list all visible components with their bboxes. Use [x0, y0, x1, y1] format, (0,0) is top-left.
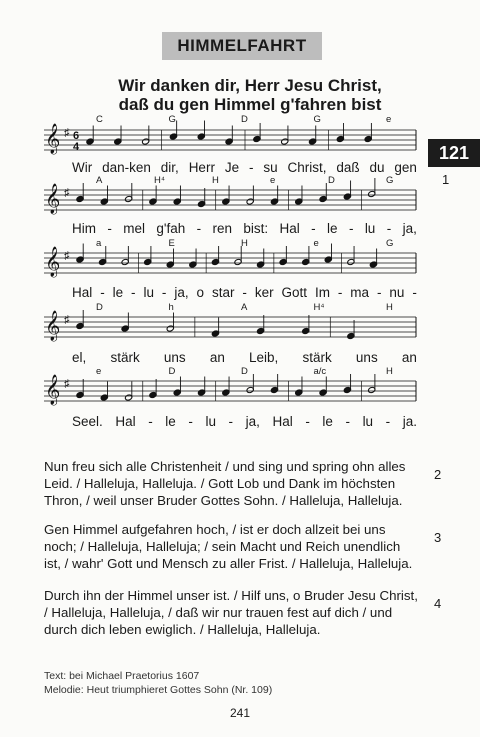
lyric-syllable: Hal [115, 414, 136, 429]
lyric-syllable: Hal [279, 221, 300, 236]
staff-system [44, 310, 416, 342]
verse-text: Nun freu sich alle Christenheit / und sing und spring ohn alles Leid. / Halleluja, Halleluja. / Gott Lob und Dank im höchsten Thron, / weil unser Bruder Gottes Sohn. / Halleluja, Halleluja. [44, 459, 406, 508]
lyric-line [72, 221, 417, 236]
lyric-syllable: dir, [160, 160, 179, 175]
treble-clef-icon: 𝄞 [45, 247, 61, 277]
lyric-syllable: ren [212, 221, 233, 236]
lyric-syllable: le [322, 414, 333, 429]
sharp-icon: ♯ [64, 187, 70, 199]
lyric-syllable: - [148, 414, 153, 429]
lyric-syllable: stärk [302, 350, 332, 365]
treble-clef-icon: 𝄞 [45, 311, 61, 341]
svg-text:4: 4 [73, 141, 80, 153]
lyric-syllable: an [401, 350, 417, 365]
lyric-syllable: - [345, 414, 350, 429]
chord-symbol: D [241, 366, 248, 377]
lyric-syllable: - [242, 285, 247, 300]
lyric-syllable: ker [254, 285, 274, 300]
lyric-syllable: Wir [72, 160, 93, 175]
chord-symbol: a [96, 238, 102, 249]
lyric-syllable: Hal [272, 414, 293, 429]
staff-system [44, 374, 416, 406]
lyric-syllable: le [112, 285, 124, 300]
song-title-line-2: daß du gen Himmel g'fahren bist [118, 95, 382, 114]
treble-clef-icon: 𝄞 [45, 375, 61, 405]
chord-symbol: C [96, 114, 103, 125]
chord-symbol: H [386, 302, 393, 313]
treble-clef-icon: 𝄞 [45, 124, 61, 154]
lyric-syllable: an [209, 350, 225, 365]
chord-symbol: H [241, 238, 248, 249]
lyric-syllable: - [385, 414, 391, 429]
verse-text: Durch ihn der Himmel unser ist. / Hilf uns, o Bruder Jesu Christ, / Halleluja, Halleluja, / daß wir nur trauen fest auf dich / und durch dich leben ewiglich. / Halleluja, Halleluja. [44, 588, 418, 637]
svg-text:6: 6 [73, 130, 80, 142]
lyric-syllable: ma [350, 285, 370, 300]
verse-number: 2 [434, 467, 442, 482]
lyric-syllable: bist: [243, 221, 269, 236]
lyric-syllable: ja, [402, 221, 417, 236]
staff-system [44, 121, 416, 156]
lyric-syllable: - [376, 285, 382, 300]
lyric-syllable: - [161, 285, 167, 300]
sharp-icon: ♯ [64, 378, 70, 390]
lyric-syllable: star [211, 285, 235, 300]
sharp-icon: ♯ [64, 127, 70, 139]
chord-symbol: H⁴ [313, 302, 325, 313]
lyric-syllable: nu [389, 285, 405, 300]
verse-number: 4 [434, 596, 442, 611]
text-credit: Text: bei Michael Praetorius 1607 [44, 670, 200, 682]
chord-symbol: D [96, 302, 103, 313]
chord-symbol: A [96, 175, 103, 186]
chord-symbol: E [168, 238, 175, 249]
lyric-syllable: lu [205, 414, 216, 429]
lyric-syllable: ja. [402, 414, 417, 429]
lyric-syllable: - [348, 221, 354, 236]
lyric-syllable: Leib, [249, 350, 279, 365]
song-title-line-1: Wir danken dir, Herr Jesu Christ, [118, 76, 382, 95]
lyric-syllable: gen [394, 160, 417, 175]
lyric-syllable: dan-ken [102, 160, 151, 175]
chord-symbol: e [313, 238, 319, 249]
verse-number: 3 [434, 530, 442, 545]
verse-number-1: 1 [442, 172, 450, 187]
chord-symbol: H [212, 175, 219, 186]
lyric-syllable: Christ, [287, 160, 327, 175]
chord-symbol: G [313, 114, 321, 125]
lyric-syllable: uns [355, 350, 378, 365]
chord-symbol: H⁴ [154, 175, 165, 186]
lyric-syllable: mel [123, 221, 146, 236]
chord-symbol: D [241, 114, 248, 125]
page-number: 241 [229, 706, 251, 720]
chord-symbol: G [168, 114, 176, 125]
lyric-syllable: le [327, 221, 338, 236]
lyric-syllable: o [196, 285, 205, 300]
lyric-syllable: - [100, 285, 105, 300]
lyric-syllable: daß [336, 160, 360, 175]
chord-symbol: a/c [313, 366, 327, 377]
lyric-syllable: su [263, 160, 278, 175]
lyric-syllable: - [107, 221, 112, 236]
lyric-syllable: Him [72, 221, 96, 236]
lyric-line [72, 350, 417, 365]
lyric-syllable: - [412, 285, 417, 300]
lyric-syllable: Hal [72, 285, 93, 300]
lyric-syllable: lu [143, 285, 154, 300]
lyric-syllable: Seel. [72, 414, 103, 429]
chord-symbol: G [386, 175, 394, 186]
lyric-syllable: - [228, 414, 234, 429]
lyric-syllable: - [305, 414, 310, 429]
lyric-syllable: - [386, 221, 392, 236]
treble-clef-icon: 𝄞 [45, 184, 61, 214]
section-banner: HIMMELFAHRT [162, 32, 322, 60]
lyric-syllable: lu [364, 221, 376, 236]
melody-credit: Melodie: Heut triumphieret Gottes Sohn (Nr. 109) [44, 684, 273, 696]
sharp-icon: ♯ [64, 250, 70, 262]
chord-symbol: A [241, 302, 248, 313]
chord-symbol: G [386, 238, 394, 249]
lyric-syllable: uns [163, 350, 186, 365]
lyric-syllable: stärk [110, 350, 140, 365]
lyric-syllable: - [248, 160, 254, 175]
lyric-syllable: le [165, 414, 176, 429]
lyric-syllable: - [131, 285, 136, 300]
lyric-syllable: ja, [245, 414, 260, 429]
verse-text: Gen Himmel aufgefahren hoch, / ist er doch allzeit bei uns noch; / Halleluja, Halleluja; / sein Macht und Reich unendlich ist, / wahr' Gott und Mensch zu aller Frist. / Halleluja, Halleluja. [44, 522, 413, 571]
chord-symbol: D [328, 175, 335, 186]
chord-symbol: e [96, 366, 102, 377]
lyric-syllable: lu [362, 414, 374, 429]
chord-symbol: e [270, 175, 276, 186]
lyric-syllable: ja, [174, 285, 189, 300]
lyric-line [72, 414, 417, 429]
chord-symbol: D [168, 366, 176, 377]
lyric-syllable: - [188, 414, 193, 429]
lyric-syllable: - [196, 221, 202, 236]
lyric-syllable: Herr [188, 160, 215, 175]
lyric-syllable: Gott [281, 285, 308, 300]
lyric-syllable: Je [224, 160, 240, 175]
lyric-syllable: Im [314, 285, 330, 300]
sharp-icon: ♯ [64, 314, 70, 326]
lyric-syllable: - [311, 221, 316, 236]
lyric-syllable: g'fah [156, 221, 186, 236]
lyric-syllable: du [369, 160, 385, 175]
lyric-line [72, 285, 417, 300]
chord-symbol: h [168, 302, 174, 313]
lyric-syllable: el, [72, 350, 87, 365]
song-number-tab: 121 [428, 139, 480, 167]
chord-symbol: e [386, 114, 392, 125]
lyric-line [72, 160, 417, 175]
lyric-syllable: - [337, 285, 343, 300]
chord-symbol: H [386, 366, 393, 377]
